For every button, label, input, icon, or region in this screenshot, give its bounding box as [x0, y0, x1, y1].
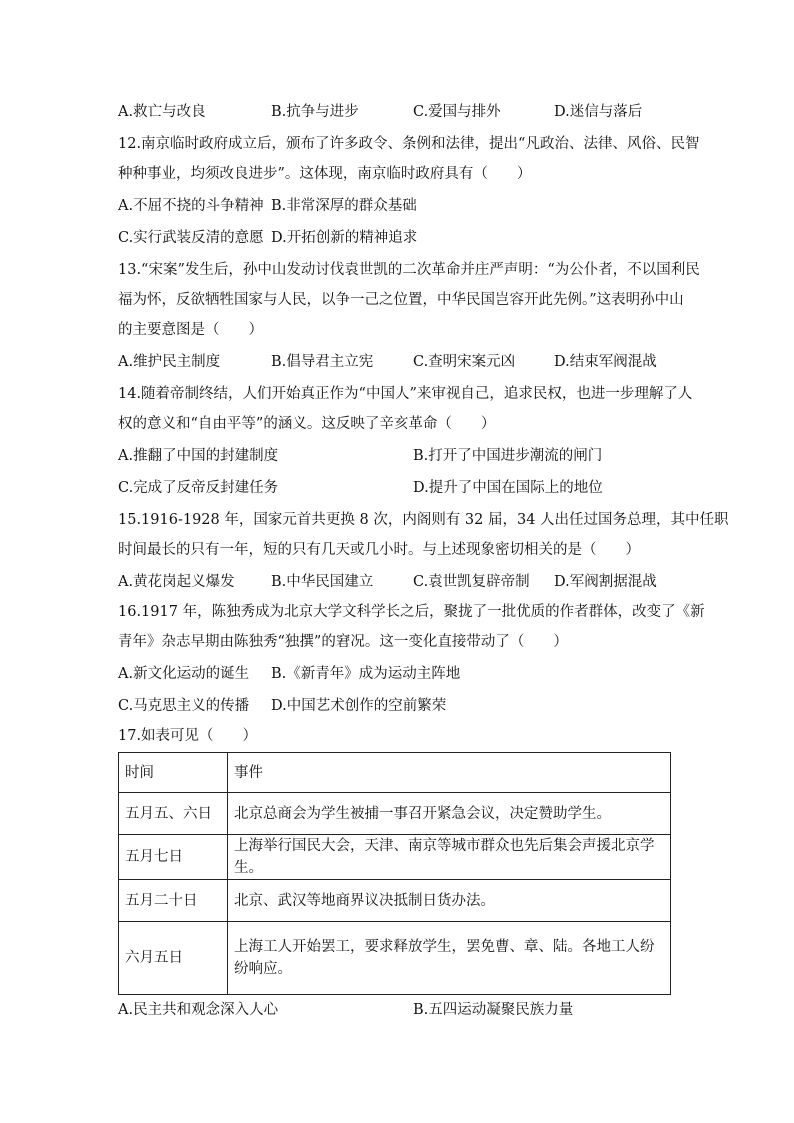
q14-option-d: D.提升了中国在国际上的地位 [413, 480, 603, 496]
q14-option-b: B.打开了中国进步潮流的闸门 [413, 448, 603, 464]
q12-stem-line-2: 种种事业，均须改良进步”。这体现，南京临时政府具有（ ） [118, 166, 532, 182]
q15-option-a: A.黄花岗起义爆发 [118, 574, 235, 590]
q17-option-a: A.民主共和观念深入人心 [118, 1002, 279, 1018]
q16-option-b: B.《新青年》成为运动主阵地 [271, 666, 461, 682]
q13-option-c: C.查明宋案元凶 [413, 354, 516, 370]
table-cell-event: 上海工人开始罢工，要求释放学生，罢免曹、章、陆。各地工人纷纷响应。 [228, 922, 671, 995]
q16-option-d: D.中国艺术创作的空前繁荣 [271, 698, 447, 714]
q15-option-d: D.军阀割据混战 [554, 574, 657, 590]
q13-stem-line-2: 福为怀，反欲牺牲国家与人民，以争一己之位置，中华民国岂容开此先例。”这表明孙中山 [118, 292, 684, 308]
q14-option-a: A.推翻了中国的封建制度 [118, 448, 279, 464]
q16-option-c: C.马克思主义的传播 [118, 698, 250, 714]
q13-option-a: A.维护民主制度 [118, 354, 221, 370]
q15-option-b: B.中华民国建立 [271, 574, 374, 590]
q14-option-c: C.完成了反帝反封建任务 [118, 480, 279, 496]
table-cell-event: 上海举行国民大会，天津、南京等城市群众也先后集会声援北京学生。 [228, 835, 671, 880]
q17-stem: 17.如表可见（ ） [118, 728, 258, 744]
q13-option-b: B.倡导君主立宪 [271, 354, 374, 370]
q15-option-c: C.袁世凯复辟帝制 [413, 574, 530, 590]
table-header-event: 事件 [228, 753, 671, 793]
q11-option-d: D.迷信与落后 [554, 104, 643, 120]
q11-option-c: C.爱国与排外 [413, 104, 501, 120]
events-table [118, 752, 671, 995]
table-row [119, 793, 671, 835]
table-header-time: 时间 [119, 753, 228, 793]
q15-stem-line-2: 时间最长的只有一年，短的只有几天或几小时。与上述现象密切相关的是（ ） [118, 542, 640, 558]
q15-stem-line-1: 15.1916-1928 年，国家元首共更换 8 次，内阁则有 32 届，34 人出任过国务总理，其中任职 [118, 512, 729, 528]
q12-option-c: C.实行武装反清的意愿 [118, 230, 264, 246]
q11-option-a: A.救亡与改良 [118, 104, 206, 120]
table-cell-time: 五月七日 [119, 835, 228, 880]
q17-option-b: B.五四运动凝聚民族力量 [413, 1002, 574, 1018]
q14-stem-line-1: 14.随着帝制终结，人们开始真正作为“中国人”来审视自己，追求民权，也进一步理解了人 [118, 386, 693, 402]
table-cell-time: 五月二十日 [119, 880, 228, 922]
table-row [119, 835, 671, 880]
q12-option-d: D.开拓创新的精神追求 [271, 230, 418, 246]
table-cell-time: 五月五、六日 [119, 793, 228, 835]
q16-stem-line-2: 青年》杂志早期由陈独秀“独撰”的窘况。这一变化直接带动了（ ） [118, 634, 568, 650]
table-row [119, 922, 671, 995]
q13-option-d: D.结束军阀混战 [554, 354, 657, 370]
table-cell-event: 北京总商会为学生被捕一事召开紧急会议，决定赞助学生。 [228, 793, 671, 835]
q14-stem-line-2: 权的意义和“自由平等”的涵义。这反映了辛亥革命（ ） [118, 416, 496, 432]
q16-stem-line-1: 16.1917 年，陈独秀成为北京大学文科学长之后，聚拢了一批优质的作者群体，改变了《新 [118, 604, 705, 620]
table-cell-event: 北京、武汉等地商界议决抵制日货办法。 [228, 880, 671, 922]
q12-option-a: A.不屈不挠的斗争精神 [118, 198, 264, 214]
q13-stem-line-1: 13.“宋案”发生后，孙中山发动讨伐袁世凯的二次革命并庄严声明：“为公仆者，不以国利民 [118, 262, 700, 278]
q13-stem-line-3: 的主要意图是（ ） [118, 322, 263, 338]
table-cell-time: 六月五日 [119, 922, 228, 995]
q16-option-a: A.新文化运动的诞生 [118, 666, 250, 682]
table-header-row [119, 753, 671, 793]
q12-option-b: B.非常深厚的群众基础 [271, 198, 417, 214]
table-row [119, 880, 671, 922]
q12-stem-line-1: 12.南京临时政府成立后，颁布了许多政令、条例和法律，提出“凡政治、法律、风俗、民智 [118, 136, 700, 152]
q11-option-b: B.抗争与进步 [271, 104, 359, 120]
